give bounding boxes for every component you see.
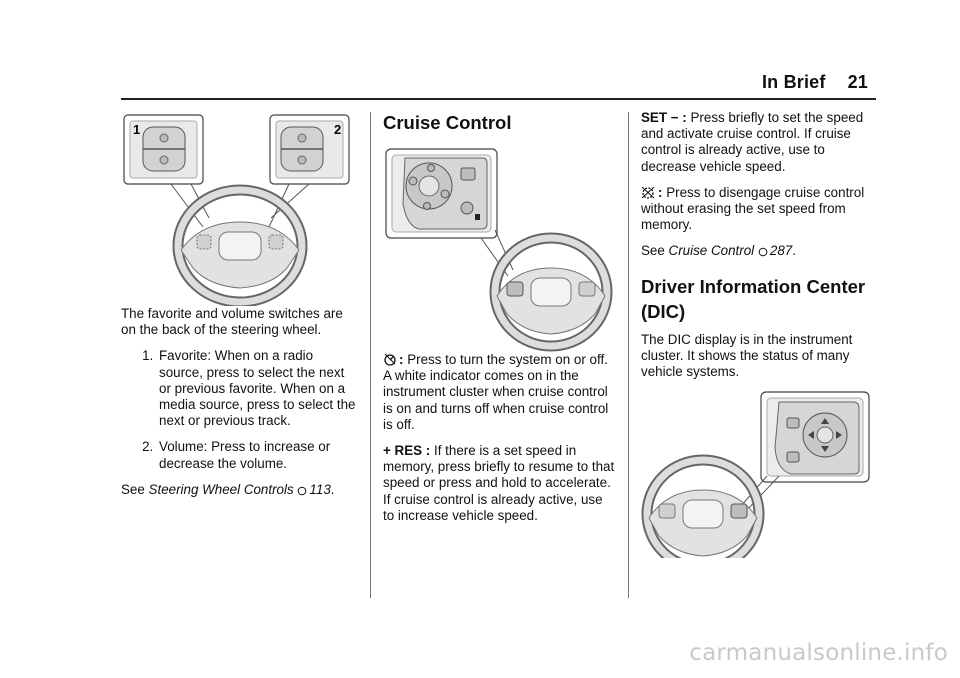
column-divider <box>370 112 371 598</box>
list-item: 1. Favorite: When on a radio source, press to select the next or previous favorite. When on a media source, press to select the next or previous track. <box>157 348 359 429</box>
cruise-control-switches-illustration <box>383 144 615 352</box>
dic-switches-illustration <box>641 390 873 558</box>
page-reference-icon <box>297 486 307 496</box>
section-heading-cruise-control: Cruise Control <box>383 112 512 133</box>
page-ref-number[interactable]: 113 <box>309 481 331 497</box>
cruise-cancel-icon <box>641 185 656 199</box>
cruise-onoff-icon <box>383 352 397 366</box>
res-paragraph: + RES : If there is a set speed in memory, press briefly to resume to that speed or press and hold to accelerate. If cruise control is already active, use to increase vehicle speed. <box>383 443 615 523</box>
column-divider <box>628 112 629 598</box>
header-rule <box>121 98 876 100</box>
see-reference: See Steering Wheel Controls 113. <box>121 481 335 497</box>
set-paragraph: SET − : Press briefly to set the speed and activate cruise control. If cruise control is already active, use to decrease vehicle speed. <box>641 110 864 174</box>
column-left <box>121 110 359 508</box>
list-item: 2. Volume: Press to increase or decrease the volume. <box>157 439 359 471</box>
cross-reference-link[interactable]: Cruise Control <box>668 243 755 259</box>
page-reference-icon <box>758 247 768 257</box>
column-middle <box>383 110 615 534</box>
onoff-paragraph: : Press to turn the system on or off. A white indicator comes on in the instrument cluster when cruise control is on and turns off when cruise control is off. <box>383 352 609 432</box>
steering-wheel-back-switches-illustration <box>121 110 359 306</box>
see-reference: See Cruise Control 287. <box>641 243 796 259</box>
dic-paragraph: The DIC display is in the instrument cluster. It shows the status of many vehicle systems. <box>641 331 853 380</box>
cancel-paragraph: : Press to disengage cruise control without erasing the set speed from memory. <box>641 184 865 233</box>
switch-list <box>121 348 359 471</box>
section-title: In Brief <box>761 72 826 92</box>
column-right <box>641 110 873 558</box>
callout-2: 2 <box>334 122 342 137</box>
cross-reference-link[interactable]: Steering Wheel Controls <box>148 481 294 497</box>
page-header <box>762 72 868 93</box>
intro-paragraph: The favorite and volume switches are on the back of the steering wheel. <box>121 306 343 338</box>
page-ref-number[interactable]: 287 <box>769 243 793 259</box>
section-heading-dic: Driver Information Center (DIC) <box>641 275 866 322</box>
watermark: carmanualsonline.info <box>689 640 948 666</box>
page-number: 21 <box>847 72 868 92</box>
callout-1: 1 <box>133 122 141 137</box>
